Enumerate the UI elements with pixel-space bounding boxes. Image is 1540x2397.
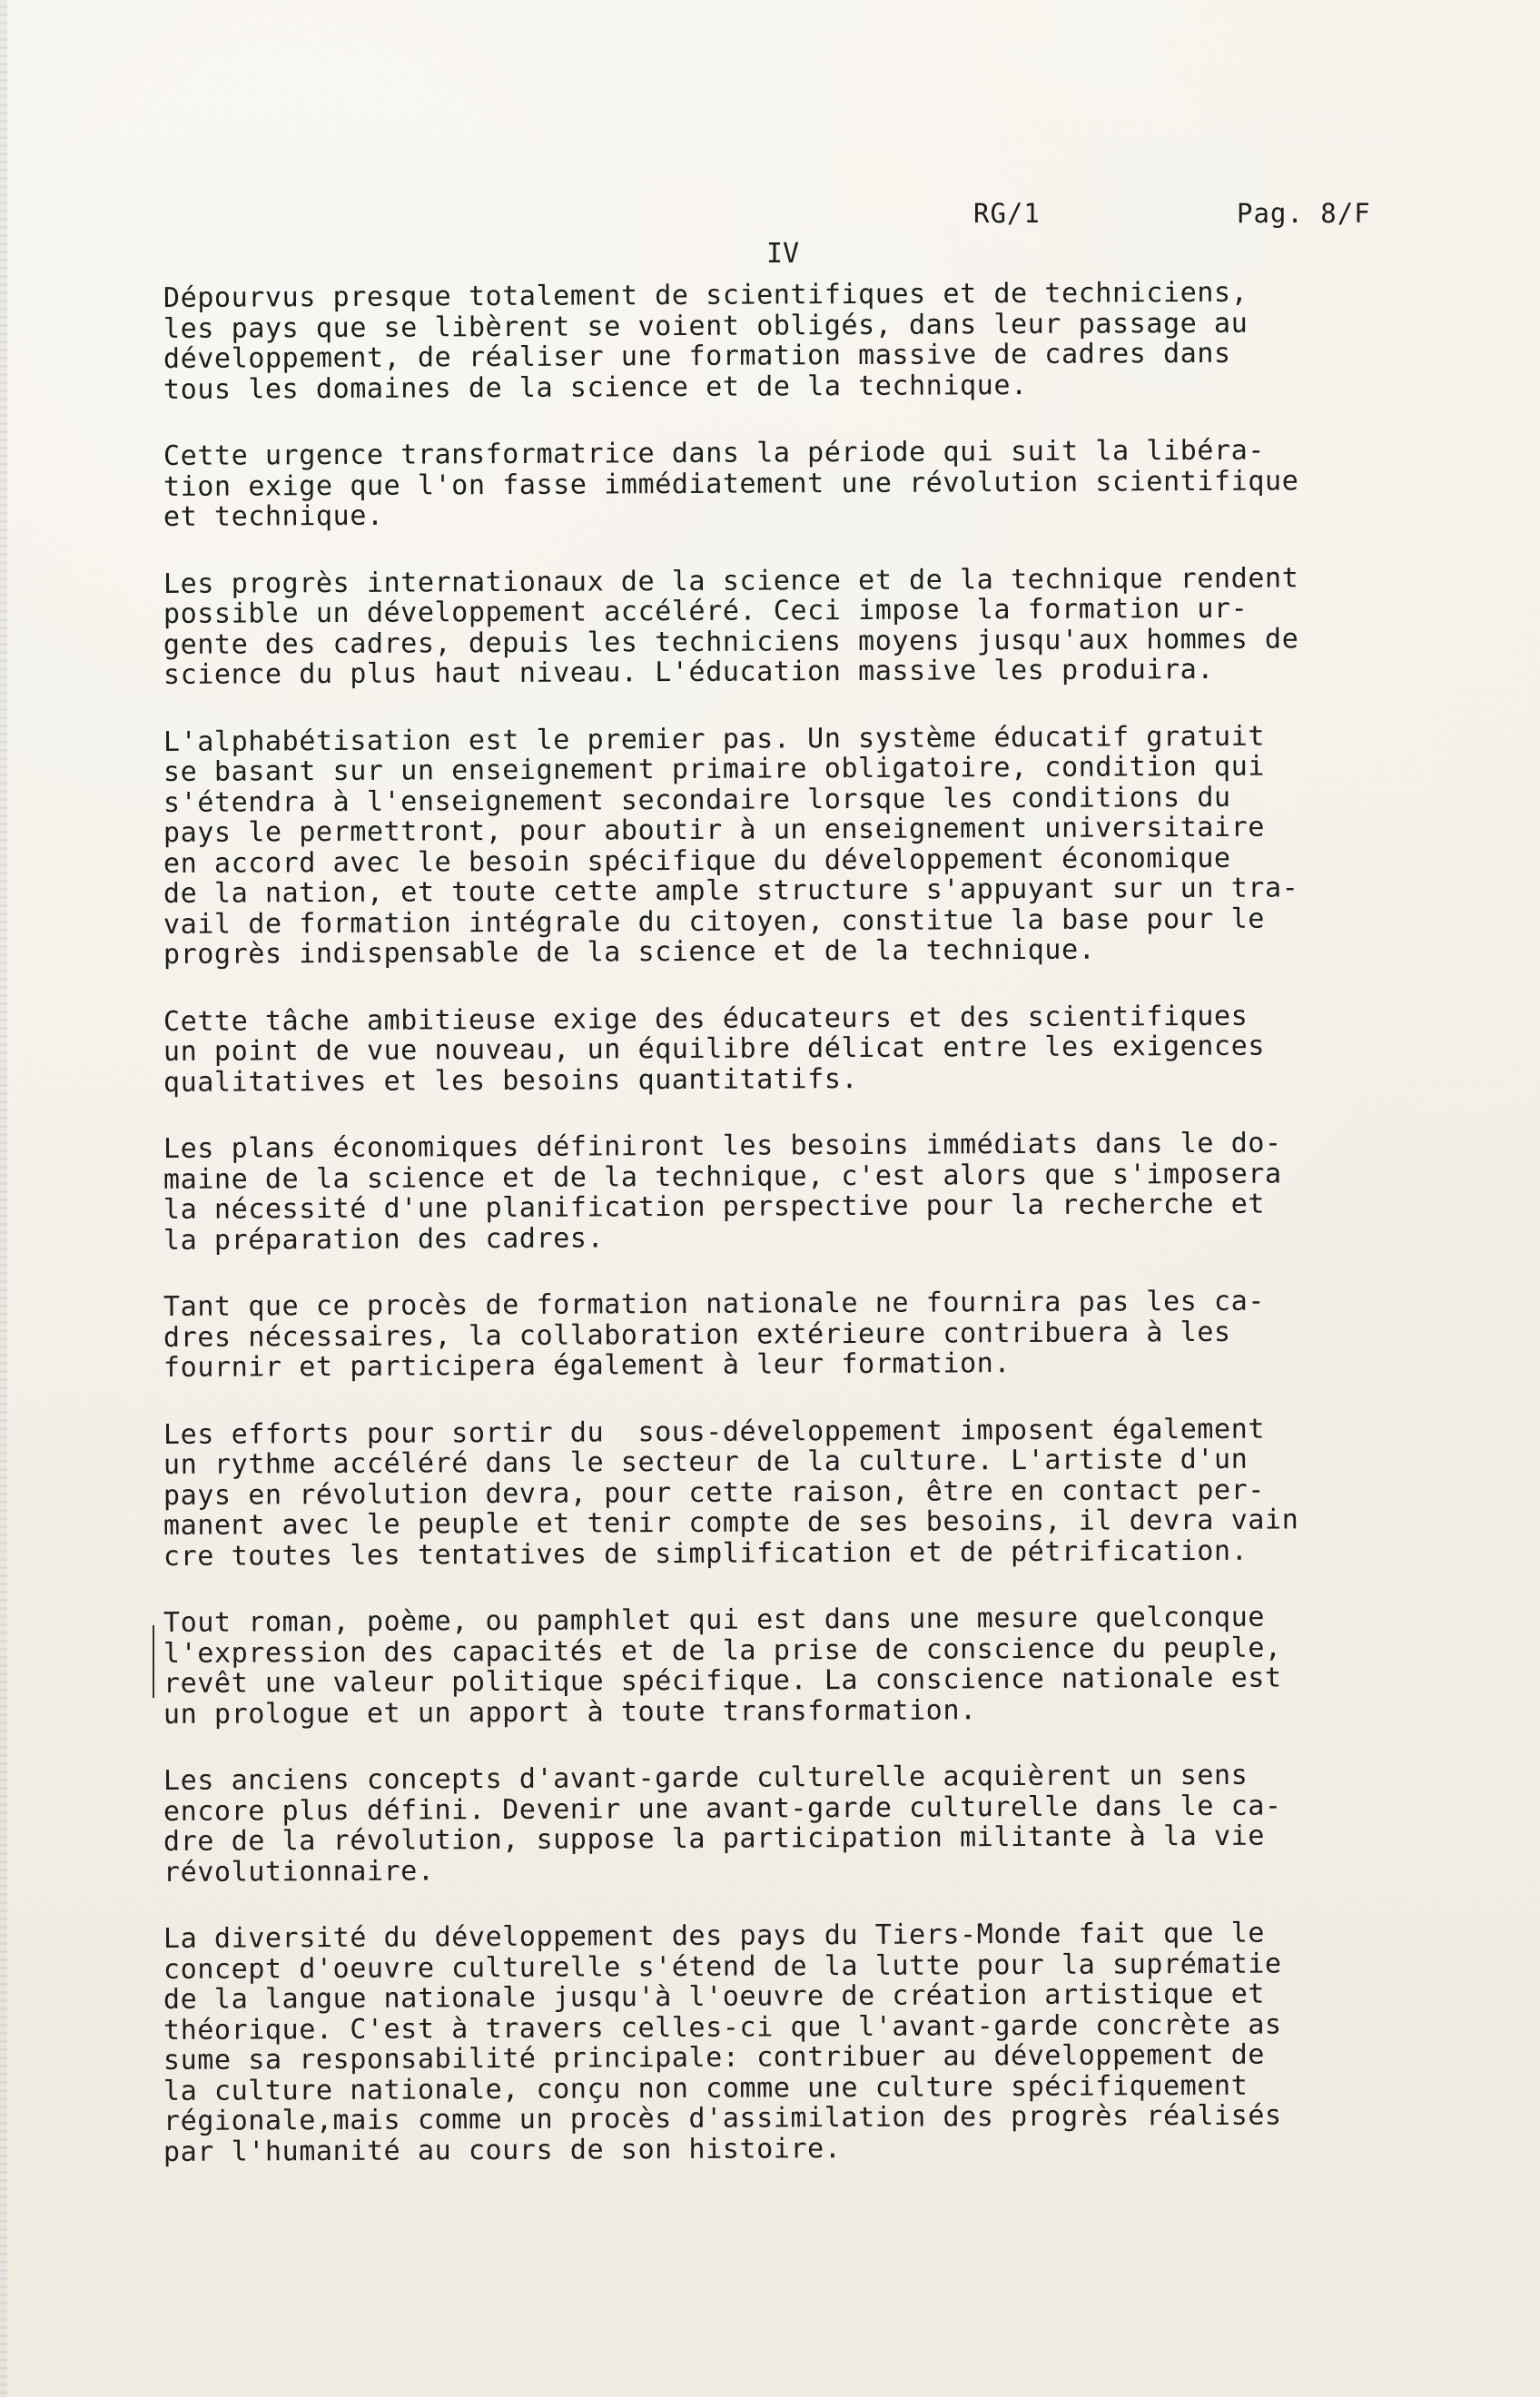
text-line: Cette tâche ambitieuse exige des éducateurs et des scientifiques [163,1000,1249,1038]
text-line: Les progrès internationaux de la science et de la technique rendent [163,561,1299,600]
text-line: tion exige que l'on fasse immédiatement une révolution scientifique [163,464,1299,503]
text-line: gente des cadres, depuis les techniciens moyens jusqu'aux hommes de [163,622,1299,661]
text-line: se basant sur un enseignement primaire obligatoire, condition qui [163,750,1266,788]
paragraph [163,720,1426,971]
section-number: IV [766,238,800,270]
text-line: Tant que ce procès de formation nationale ne fournira pas les ca- [163,1285,1266,1323]
text-line: de la nation, et toute cette ample structure s'appuyant sur un tra- [163,872,1299,910]
paragraph [163,1917,1426,2168]
text-line: Cette urgence transformatrice dans la période qui suit la libéra- [163,434,1266,472]
paragraph [163,1000,1426,1099]
text-line: cre toutes les tentatives de simplification et de pétrification. [163,1534,1249,1573]
text-line: Les efforts pour sortir du sous-développement imposent également [163,1413,1266,1451]
text-line: pays le permettront, pour aboutir à un enseignement universitaire [163,811,1266,849]
text-line: s'étendra à l'enseignement secondaire lorsque les conditions du [163,781,1231,819]
text-line: pays en révolution devra, pour cette raison, être en contact per- [163,1474,1266,1512]
text-line: la culture nationale, conçu non comme une culture spécifiquement [163,2069,1249,2107]
text-line: encore plus défini. Devenir une avant-garde culturelle dans le ca- [163,1790,1282,1828]
text-line: les pays que se libèrent se voient obligés, dans leur passage au [163,307,1249,345]
document-reference: RG/1 [973,198,1041,229]
text-line: progrès indispensable de la science et de la technique. [163,933,1096,971]
text-line: l'expression des capacités et de la prise de conscience du peuple, [163,1632,1282,1670]
text-line: un point de vue nouveau, un équilibre délicat entre les exigences [163,1030,1266,1068]
text-line: régionale,mais comme un procès d'assimilation des progrès réalisés [163,2099,1282,2137]
text-line: de la langue nationale jusqu'à l'oeuvre de création artistique et [163,1978,1266,2016]
text-line: qualitatives et les besoins quantitatifs. [163,1062,859,1099]
text-line: révolutionnaire. [163,1854,435,1889]
text-line: fournir et participera également à leur formation. [163,1347,1012,1384]
text-line: possible un développement accéléré. Ceci impose la formation ur- [163,592,1249,630]
text-line: manent avec le peuple et tenir compte de ses besoins, il devra vain [163,1504,1299,1542]
page-number: Pag. 8/F [1237,198,1371,229]
paragraph [163,1759,1426,1889]
body-text [163,276,1426,2204]
text-line: vail de formation intégrale du citoyen, constitue la base pour le [163,903,1266,941]
paragraph [163,1601,1426,1731]
text-line: revêt une valeur politique spécifique. La conscience nationale est [163,1662,1282,1700]
text-line: tous les domaines de la science et de la technique. [163,369,1028,406]
text-line: en accord avec le besoin spécifique du développement économique [163,842,1231,880]
text-line: par l'humanité au cours de son histoire. [163,2132,842,2168]
paragraph [163,434,1426,533]
text-line: Les plans économiques définiront les besoins immédiats dans le do- [163,1127,1282,1165]
text-line: Dépourvus presque totalement de scientifiques et de techniciens, [163,276,1249,314]
text-line: dre de la révolution, suppose la participation militante à la vie [163,1820,1266,1858]
paragraph [163,276,1426,406]
text-line: Les anciens concepts d'avant-garde culturelle acquièrent un sens [163,1759,1249,1797]
paragraph [163,1285,1426,1384]
margin-line-mark [153,1625,154,1698]
text-line: développement, de réaliser une formation massive de cadres dans [163,337,1231,375]
text-line: concept d'oeuvre culturelle s'étend de la lutte pour la suprématie [163,1948,1282,1986]
text-line: un rythme accéléré dans le secteur de la culture. L'artiste d'un [163,1443,1249,1481]
text-line: maine de la science et de la technique, c'est alors que s'imposera [163,1158,1282,1196]
paragraph [163,561,1426,691]
text-line: la nécessité d'une planification perspective pour la recherche et [163,1188,1266,1226]
paragraph [163,1127,1426,1257]
text-line: La diversité du développement des pays du Tiers-Monde fait que le [163,1917,1266,1955]
scan-edge [0,0,7,2397]
text-line: un prologue et un apport à toute transformation. [163,1693,977,1731]
text-line: L'alphabétisation est le premier pas. Un système éducatif gratuit [163,720,1266,758]
text-line: théorique. C'est à travers celles-ci que l'avant-garde concrète as [163,2008,1282,2047]
paragraph [163,1413,1426,1573]
text-line: la préparation des cadres. [163,1221,605,1257]
text-line: et technique. [163,499,384,533]
text-line: science du plus haut niveau. L'éducation massive les produira. [163,653,1215,691]
text-line: sume sa responsabilité principale: contribuer au développement de [163,2038,1266,2076]
text-line: Tout roman, poème, ou pamphlet qui est dans une mesure quelconque [163,1601,1266,1639]
text-line: dres nécessaires, la collaboration extérieure contribuera à les [163,1316,1231,1354]
